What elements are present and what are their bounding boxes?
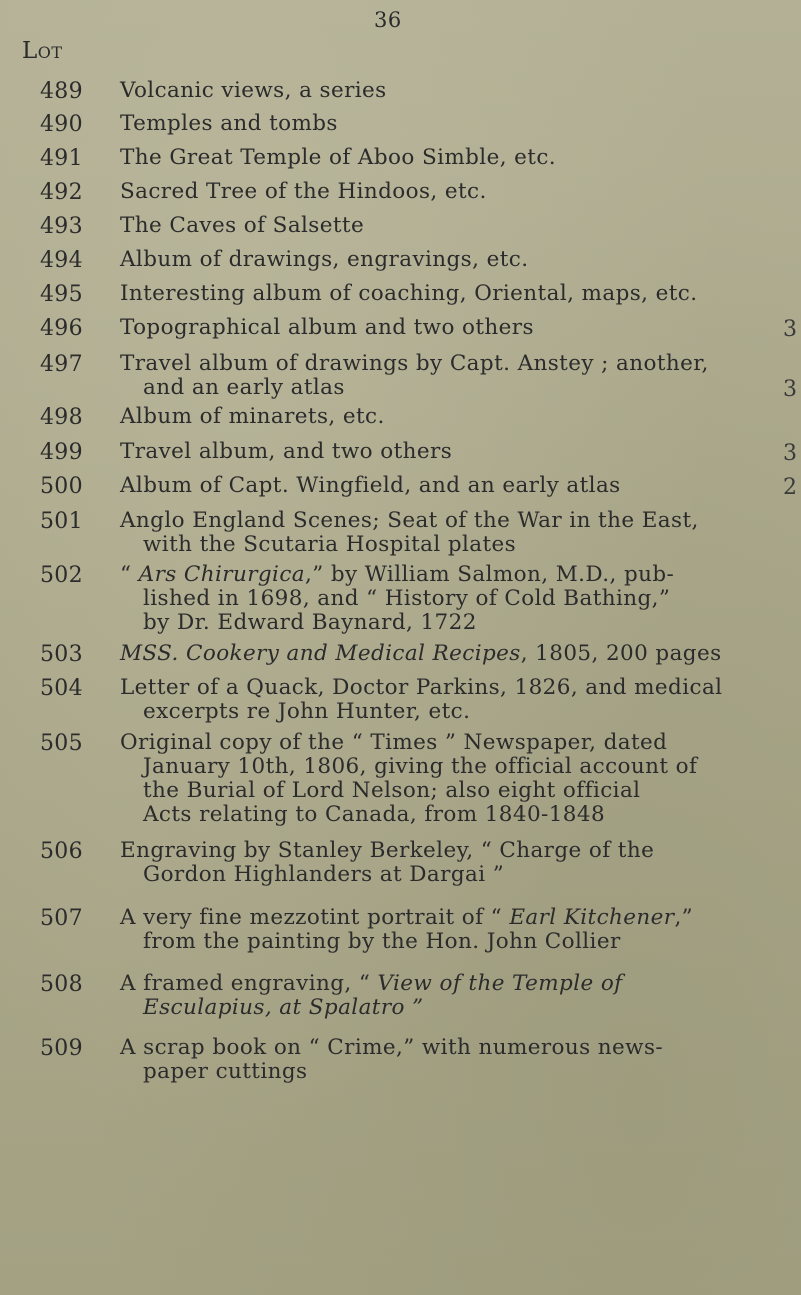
lot-number: 495 [40,282,83,307]
lot-description [120,79,780,103]
lot-description [120,474,780,498]
lot-description [120,112,780,136]
description-line: Album of drawings, engravings, etc. [120,247,529,272]
lot-description [120,676,780,724]
description-line: Travel album of drawings by Capt. Anstey ; another, [120,351,709,376]
description-line: A very fine mezzotint portrait of “ Earl Kitchener,” [120,905,694,930]
lot-description [120,509,780,557]
lot-number: 489 [40,79,83,104]
description-line: Volcanic views, a series [120,78,387,103]
description-line: Anglo England Scenes; Seat of the War in the East, [120,508,699,533]
lot-description [120,972,780,1020]
lot-description [120,906,780,954]
description-line: Album of minarets, etc. [120,404,385,429]
description-line: Esculapius, at Spalatro ” [143,995,424,1020]
description-line: Temples and tombs [120,111,338,136]
description-line: with the Scutaria Hospital plates [143,532,517,557]
lot-number: 497 [40,352,83,377]
lot-number: 509 [40,1036,83,1061]
description-line: excerpts re John Hunter, etc. [143,699,471,724]
lot-number: 493 [40,214,83,239]
description-line: A framed engraving, “ View of the Temple of [120,971,623,996]
lot-number: 492 [40,180,83,205]
lot-description [120,642,780,666]
description-line: the Burial of Lord Nelson; also eight official [143,778,641,803]
lot-number: 490 [40,112,83,137]
lot-number: 507 [40,906,83,931]
lot-description [120,146,780,170]
description-line: paper cuttings [143,1059,308,1084]
page-number: 36 [374,8,402,32]
lot-number: 491 [40,146,83,171]
lot-number: 498 [40,405,83,430]
lot-number: 506 [40,839,83,864]
margin-mark: 3 [783,377,797,402]
description-line: lished in 1698, and “ History of Cold Bathing,” [143,586,671,611]
lot-number: 504 [40,676,83,701]
lot-number: 494 [40,248,83,273]
lot-description [120,214,780,238]
lot-description [120,316,780,340]
margin-mark: 3 [783,317,797,342]
margin-mark: 2 [783,475,797,500]
description-line: Sacred Tree of the Hindoos, etc. [120,179,487,204]
lot-description [120,1036,780,1084]
description-line: MSS. Cookery and Medical Recipes, 1805, 200 pages [120,641,722,666]
lot-description [120,248,780,272]
description-line: Original copy of the “ Times ” Newspaper, dated [120,730,668,755]
description-line: Acts relating to Canada, from 1840-1848 [143,802,606,827]
description-line: “ Ars Chirurgica,” by William Salmon, M.D., pub- [120,562,675,587]
lot-number: 499 [40,440,83,465]
description-line: January 10th, 1806, giving the official account of [143,754,698,779]
lot-description [120,440,780,464]
description-line: The Great Temple of Aboo Simble, etc. [120,145,557,170]
lot-description [120,405,780,429]
description-line: Travel album, and two others [120,439,453,464]
lot-number: 502 [40,563,83,588]
description-line: Engraving by Stanley Berkeley, “ Charge of the [120,838,655,863]
lot-description [120,563,780,635]
description-line: and an early atlas [143,375,345,400]
description-line: Topographical album and two others [120,315,534,340]
lot-number: 508 [40,972,83,997]
description-line: The Caves of Salsette [120,213,365,238]
lot-description [120,352,780,400]
description-line: Album of Capt. Wingfield, and an early atlas [120,473,621,498]
description-line: Gordon Highlanders at Dargai ” [143,862,505,887]
lot-column-header: Lot [22,38,63,64]
lot-description [120,839,780,887]
description-line: Letter of a Quack, Doctor Parkins, 1826, and medical [120,675,723,700]
lot-number: 500 [40,474,83,499]
description-line: by Dr. Edward Baynard, 1722 [143,610,477,635]
lot-number: 505 [40,731,83,756]
lot-number: 496 [40,316,83,341]
description-line: Interesting album of coaching, Oriental, maps, etc. [120,281,698,306]
lot-description [120,180,780,204]
description-line: A scrap book on “ Crime,” with numerous news- [120,1035,664,1060]
lot-description [120,731,780,827]
lot-number: 503 [40,642,83,667]
description-line: from the painting by the Hon. John Collier [143,929,621,954]
margin-mark: 3 [783,441,797,466]
lot-description [120,282,780,306]
lot-number: 501 [40,509,83,534]
